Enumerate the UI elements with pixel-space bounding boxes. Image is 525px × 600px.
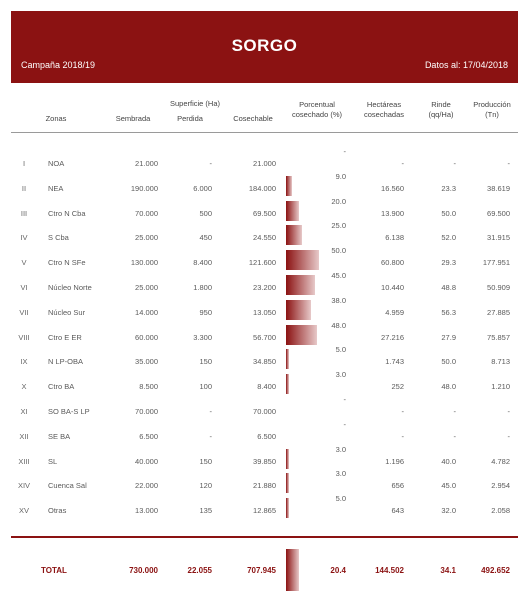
report-title: SORGO — [231, 36, 298, 55]
hectareas-value: 643 — [391, 506, 404, 516]
zone-number: III — [20, 208, 28, 218]
pct-bar — [286, 201, 299, 221]
pct-bar — [286, 275, 315, 295]
perdida-value: 500 — [199, 208, 212, 218]
rinde-value: 50.0 — [441, 357, 456, 367]
report-header — [11, 11, 518, 83]
zone-number: V — [21, 258, 27, 268]
sembrada-value: 70.000 — [135, 407, 158, 416]
zone-name: NOA — [48, 159, 65, 168]
sembrada-value: 130.000 — [130, 258, 158, 268]
hectareas-value: 27.216 — [381, 332, 404, 342]
pct-value: 5.0 — [335, 345, 346, 355]
hectareas-value: 10.440 — [381, 283, 404, 292]
produccion-value: 8.713 — [491, 357, 510, 367]
produccion-value: 50.909 — [487, 283, 510, 292]
zone-name: Ctro N Cba — [48, 208, 86, 218]
hectareas-value: 656 — [391, 481, 404, 491]
rinde-value: 40.0 — [441, 456, 456, 466]
produccion-value: - — [507, 407, 510, 416]
perdida-value: 450 — [199, 233, 212, 243]
sembrada-value: 35.000 — [135, 357, 158, 367]
total-sembrada: 730.000 — [129, 566, 158, 575]
zone-name: Ctro BA — [48, 382, 75, 392]
produccion-value: 69.500 — [487, 208, 510, 218]
cosechable-value: 21.880 — [253, 481, 276, 491]
zone-number: VI — [20, 283, 28, 292]
perdida-value: 120 — [199, 481, 212, 491]
produccion-value: 1.210 — [491, 382, 510, 392]
cosechable-value: 34.850 — [253, 357, 276, 367]
cosechable-value: 24.550 — [253, 233, 276, 243]
data-date: Datos al: 17/04/2018 — [424, 60, 508, 70]
total-divider — [11, 536, 518, 538]
total-label: TOTAL — [41, 566, 67, 575]
cosechable-value: 184.000 — [248, 183, 276, 193]
rinde-value: - — [453, 407, 456, 416]
pct-bar — [286, 349, 289, 369]
zone-name: Núcleo Norte — [48, 283, 92, 292]
cosechable-value: 23.200 — [253, 283, 276, 292]
zone-number: IV — [20, 233, 28, 243]
hectareas-value: - — [401, 431, 404, 441]
perdida-value: 135 — [199, 506, 212, 516]
produccion-header: Producción (Tn) — [473, 100, 511, 119]
hectareas-header: Hectáreas cosechadas — [363, 100, 405, 119]
perdida-value: 100 — [199, 382, 212, 392]
zone-name: Ctro N SFe — [48, 258, 86, 268]
produccion-value: 2.058 — [491, 506, 510, 516]
zone-number: XIII — [18, 456, 30, 466]
produccion-value: 27.885 — [487, 307, 510, 317]
pct-bar — [286, 250, 319, 270]
cosechable-value: 8.400 — [257, 382, 276, 392]
pct-value: 3.0 — [335, 469, 346, 479]
cosechable-value: 21.000 — [253, 159, 276, 168]
sembrada-value: 6.500 — [139, 431, 158, 441]
total-rinde: 34.1 — [440, 566, 456, 575]
pct-value: 45.0 — [331, 271, 346, 280]
hectareas-value: 4.959 — [385, 307, 404, 317]
perdida-header: Perdida — [177, 114, 203, 123]
total-cosechable: 707.945 — [247, 566, 276, 575]
superficie-header: Superficie (Ha) — [169, 99, 221, 108]
pct-value: 20.0 — [331, 196, 346, 206]
zone-name: SO BA-S LP — [48, 407, 90, 416]
perdida-value: - — [209, 159, 212, 168]
hectareas-value: 1.196 — [385, 456, 404, 466]
produccion-value: 31.915 — [487, 233, 510, 243]
pct-value: - — [343, 147, 346, 156]
rinde-value: 29.3 — [441, 258, 456, 268]
rinde-header: Rinde (qq/Ha) — [428, 100, 454, 119]
zone-name: SE BA — [48, 431, 71, 441]
rinde-value: 50.0 — [441, 208, 456, 218]
rinde-value: 45.0 — [441, 481, 456, 491]
rinde-value: 27.9 — [441, 332, 456, 342]
hectareas-value: 60.800 — [381, 258, 404, 268]
produccion-value: 177.951 — [482, 258, 510, 268]
perdida-value: 1.800 — [193, 283, 212, 292]
sembrada-header: Sembrada — [115, 114, 151, 123]
pct-bar — [286, 374, 289, 394]
rinde-value: 23.3 — [441, 183, 456, 193]
total-produccion: 492.652 — [481, 566, 510, 575]
campaign-label: Campaña 2018/19 — [21, 60, 96, 70]
total-perdida: 22.055 — [187, 566, 212, 575]
zone-number: IX — [20, 357, 28, 367]
rinde-value: 52.0 — [441, 233, 456, 243]
sembrada-value: 190.000 — [130, 183, 158, 193]
zone-number: X — [21, 382, 27, 392]
rinde-value: - — [453, 431, 456, 441]
sembrada-value: 25.000 — [135, 283, 158, 292]
perdida-value: 150 — [199, 357, 212, 367]
cosechable-value: 6.500 — [257, 431, 276, 441]
hectareas-value: - — [401, 407, 404, 416]
cosechable-value: 13.050 — [253, 307, 276, 317]
perdida-value: - — [209, 407, 212, 416]
pct-value: 3.0 — [335, 444, 346, 454]
pct-bar — [286, 225, 302, 245]
produccion-value: 38.619 — [487, 183, 510, 193]
produccion-value: - — [507, 431, 510, 441]
produccion-value: - — [507, 159, 510, 168]
zone-number: XIV — [17, 481, 31, 491]
porcentual-header: Porcentual cosechado (%) — [291, 100, 343, 119]
sembrada-value: 14.000 — [135, 307, 158, 317]
perdida-value: - — [209, 431, 212, 441]
pct-value: 38.0 — [331, 295, 346, 305]
zone-name: Cuenca Sal — [48, 481, 87, 491]
zone-name: Otras — [48, 506, 67, 516]
pct-value: - — [343, 419, 346, 429]
cosechable-header: Cosechable — [233, 114, 273, 123]
cosechable-value: 69.500 — [253, 208, 276, 218]
zone-name: N LP-OBA — [48, 357, 84, 367]
produccion-value: 2.954 — [491, 481, 510, 491]
total-pct: 20.4 — [330, 566, 346, 575]
rinde-value: - — [453, 159, 456, 168]
zone-name: NEA — [48, 183, 64, 193]
pct-value: 48.0 — [331, 320, 346, 330]
perdida-value: 6.000 — [193, 183, 212, 193]
sembrada-value: 13.000 — [135, 506, 158, 516]
total-hectareas: 144.502 — [375, 566, 404, 575]
zone-name: Ctro E ER — [48, 332, 82, 342]
pct-value: 25.0 — [331, 221, 346, 231]
zone-number: VIII — [18, 332, 30, 342]
pct-bar — [286, 176, 292, 196]
zone-number: I — [22, 159, 26, 168]
pct-value: 9.0 — [335, 171, 346, 181]
pct-bar — [286, 300, 311, 320]
sembrada-value: 22.000 — [135, 481, 158, 491]
perdida-value: 950 — [199, 307, 212, 317]
cosechable-value: 121.600 — [248, 258, 276, 268]
rinde-value: 48.0 — [441, 382, 456, 392]
zone-name: S Cba — [48, 233, 69, 243]
produccion-value: 4.782 — [491, 456, 510, 466]
rinde-value: 32.0 — [441, 506, 456, 516]
perdida-value: 3.300 — [193, 332, 212, 342]
perdida-value: 8.400 — [193, 258, 212, 268]
hectareas-value: 252 — [391, 382, 404, 392]
zone-name: SL — [48, 456, 58, 466]
pct-bar — [286, 325, 317, 345]
rinde-value: 48.8 — [441, 283, 456, 292]
hectareas-value: 6.138 — [385, 233, 404, 243]
zone-number: XV — [18, 506, 29, 516]
total-pct-bar — [286, 549, 299, 591]
hectareas-value: - — [401, 159, 404, 168]
hectareas-value: 1.743 — [385, 357, 404, 367]
perdida-value: 150 — [199, 456, 212, 466]
cosechable-value: 56.700 — [253, 332, 276, 342]
zone-number: XI — [20, 407, 28, 416]
pct-value: - — [343, 395, 346, 404]
pct-bar — [286, 473, 289, 493]
zone-number: XII — [19, 431, 29, 441]
pct-value: 5.0 — [335, 494, 346, 504]
hectareas-value: 16.560 — [381, 183, 404, 193]
sembrada-value: 60.000 — [135, 332, 158, 342]
produccion-value: 75.857 — [487, 332, 510, 342]
sembrada-value: 21.000 — [135, 159, 158, 168]
sembrada-value: 8.500 — [139, 382, 158, 392]
pct-value: 50.0 — [331, 246, 346, 256]
header-divider — [11, 132, 518, 133]
sembrada-value: 25.000 — [135, 233, 158, 243]
cosechable-value: 12.865 — [253, 506, 276, 516]
zone-number: VII — [19, 307, 29, 317]
zone-number: II — [21, 183, 27, 193]
cosechable-value: 39.850 — [253, 456, 276, 466]
cosechable-value: 70.000 — [253, 407, 276, 416]
pct-value: 3.0 — [335, 370, 346, 380]
sembrada-value: 40.000 — [135, 456, 158, 466]
sembrada-value: 70.000 — [135, 208, 158, 218]
hectareas-value: 13.900 — [381, 208, 404, 218]
pct-bar — [286, 498, 289, 518]
zonas-header: Zonas — [45, 114, 67, 123]
pct-bar — [286, 449, 289, 469]
zone-name: Núcleo Sur — [48, 307, 86, 317]
rinde-value: 56.3 — [441, 307, 456, 317]
